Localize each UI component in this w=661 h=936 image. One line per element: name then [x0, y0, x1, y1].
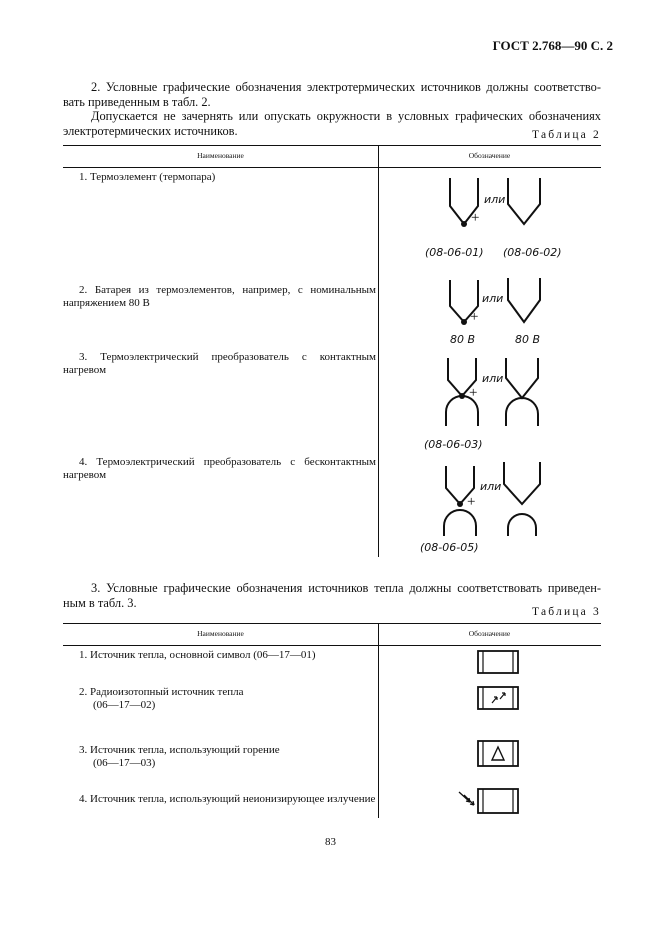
paragraph-3: 3. Условные графические обозначения источников тепла должны соответствовать приведен-ным в табл. 3.: [63, 581, 601, 610]
table-3-row-2-name: 2. Радиоизотопный источник тепла (06—17—02): [79, 686, 244, 711]
table-3-row-4-name: 4. Источник тепла, использующий неионизирующее излучение: [79, 793, 376, 805]
page-header: ГОСТ 2.768—90 С. 2: [492, 38, 613, 53]
plus-sign: +: [470, 309, 479, 325]
combustion-heat-source-symbol: [478, 741, 518, 766]
table-3-row-3-name: 3. Источник тепла, использующий горение (06—17—03): [79, 744, 280, 769]
table-3-row-1-name: 1. Источник тепла, основной символ (06—17—01): [79, 649, 316, 661]
table-3-col-symbol: Обозначение: [468, 629, 511, 638]
heat-source-symbol: [478, 651, 518, 673]
table-2-col-name: Наименование: [197, 151, 244, 160]
code-08-06-03: (08-06-03): [424, 438, 483, 451]
code-08-06-02: (08-06-02): [503, 246, 562, 259]
radiation-heat-source-symbol: [459, 789, 518, 813]
table-3-caption: Таблица 3: [532, 606, 601, 618]
table-2-caption: Таблица 2: [532, 129, 601, 141]
ili-label: или: [482, 292, 504, 305]
radiation-arrows-icon: [459, 792, 474, 805]
table-2-row-2-name: 2. Батарея из термоэлементов, например, с номинальным напряжением 80 В: [63, 284, 376, 309]
table-3-col-name: Наименование: [197, 629, 244, 638]
table-2-row-3-name: 3. Термоэлектрический преобразователь с контактным нагревом: [63, 351, 376, 376]
table-2-row-4-name: 4. Термоэлектрический преобразователь с бесконтактным нагревом: [63, 456, 376, 481]
plus-sign: +: [469, 385, 478, 401]
code-08-06-05: (08-06-05): [420, 541, 479, 554]
paragraph-2-note: Допускается не зачернять или опускать окружности в условных графических обозначениях электротермических источников.: [63, 109, 601, 138]
code-08-06-01: (08-06-01): [425, 246, 484, 259]
table-2-row-1-name: 1. Термоэлемент (термопара): [79, 171, 216, 183]
radioisotope-heat-source-symbol: [478, 687, 518, 709]
voltage-label-alt: 80 В: [515, 333, 541, 346]
plus-sign: +: [471, 210, 480, 226]
page-number: 83: [325, 836, 336, 848]
paragraph-2: 2. Условные графические обозначения электротермических источников должны соответство-вать приведенным в табл. 2.: [63, 80, 601, 109]
ili-label: или: [482, 372, 504, 385]
ili-label: или: [480, 480, 502, 493]
ili-label: или: [484, 193, 506, 206]
flame-triangle-icon: [492, 747, 504, 760]
table-2-col-symbol: Обозначение: [468, 151, 511, 160]
plus-sign: +: [467, 494, 476, 510]
voltage-label: 80 В: [450, 333, 476, 346]
